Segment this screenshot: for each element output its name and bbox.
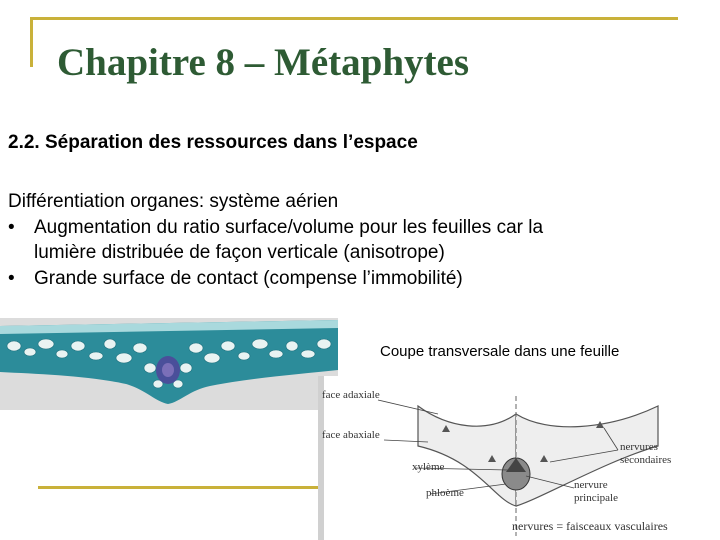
leaf-cross-section-diagram: [318, 376, 720, 540]
bullet-marker: •: [8, 267, 15, 289]
bullet-line: Grande surface de contact (compense l’immobilité): [34, 267, 463, 289]
label-nervure-principale-2: principale: [574, 492, 618, 504]
label-nervure-principale-1: nervure: [574, 479, 608, 491]
bullet-line: Augmentation du ratio surface/volume pour les feuilles car la: [34, 216, 544, 238]
intro-line: Différentiation organes: système aérien: [8, 191, 339, 212]
label-nervures-secondaires-2: secondaires: [620, 454, 672, 466]
section-heading: 2.2. Séparation des ressources dans l’espace: [8, 132, 418, 153]
bullet-item: [8, 266, 543, 292]
label-nervures-secondaires-1: nervures: [620, 441, 658, 453]
leaf-micrograph-image: [0, 318, 338, 410]
slide-title: Chapitre 8 – Métaphytes: [57, 41, 469, 84]
diagram-caption: Coupe transversale dans une feuille: [380, 343, 620, 360]
frame-top-line: [30, 17, 678, 20]
label-face-adaxiale: face adaxiale: [322, 389, 380, 401]
label-face-abaxiale: face abaxiale: [322, 429, 380, 441]
label-phloeme: phloème: [426, 487, 464, 499]
slide-body: [8, 189, 543, 291]
frame-left-line: [30, 17, 33, 67]
label-legend: nervures = faisceaux vasculaires: [512, 519, 668, 533]
bullet-marker: •: [8, 216, 15, 238]
label-xyleme: xylème: [412, 461, 445, 473]
bullet-item: [8, 215, 543, 266]
bullet-line: lumière distribuée de façon verticale (anisotrope): [34, 242, 445, 263]
frame-bottom-line: [38, 486, 328, 489]
